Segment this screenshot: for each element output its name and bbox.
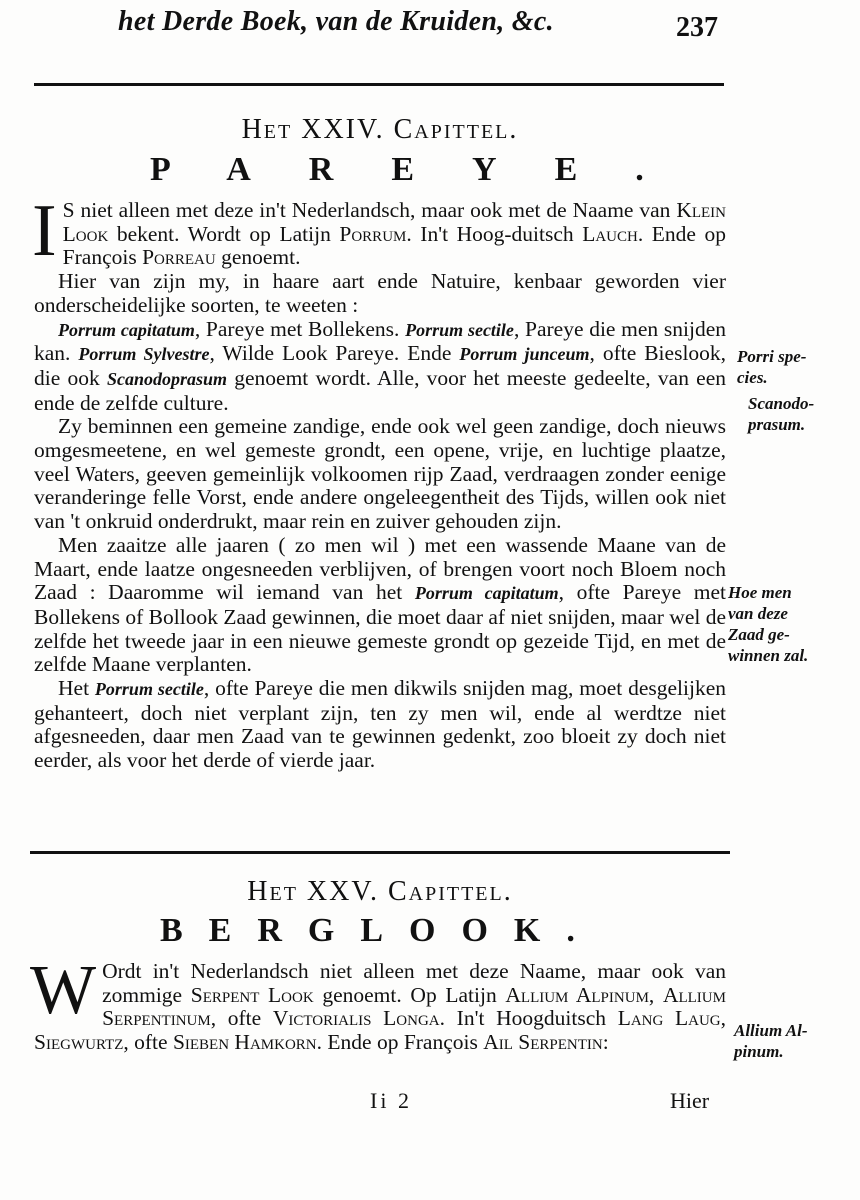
drop-cap: I [32,190,57,272]
catchword: Hier [670,1088,710,1113]
chapter-title [0,876,760,908]
chapter-title-number: XXV. [306,876,379,907]
text-run: genoemt. [215,245,301,270]
paragraph: Hier van zijn my, in haare aart ende Natuire, kenbaar geworden vier onderscheidelijke soorten, te weeten : [34,269,726,317]
page-number: 237 [676,12,718,43]
margin-note-line: prasum. [748,415,806,434]
chapter-title-het: Het [247,876,298,907]
chapter-title-capittel: Capittel. [393,114,519,145]
chapter-title-het: Het [241,114,293,145]
text-run: Ordt in't Nederlandsch niet alleen met deze Naame, maar ook van zommige [102,959,726,1007]
small-caps-term: Lang Laug [617,1006,721,1031]
text-run: Men zaaitze alle jaaren ( zo men wil ) met een wassende Maane van de Maart, ende laatze ongesneeden verblijven, of brengen voort noch Bloem noch Zaad : Daaromme wil iemand van het [34,532,726,605]
running-head: het Derde Boek, van de Kruiden, &c. [118,6,554,37]
text-run: S niet alleen met deze in't Nederlandsch, maar ook met de Naame van [62,198,677,222]
margin-note-allium-alpinum [734,1020,834,1062]
text-run: , ofte [210,1006,273,1031]
text-run: bekent. Wordt op Latijn [108,221,340,246]
text-run: , ofte Pareye met Bollekens of Bollook Zaad gewinnen, die moet daar af niet snijden, maar wel de zelfde het tweede jaar in een nieuwe gemeste grondt op gezeide Tijd, en met de zelfde Maane verplanten. [34,580,726,677]
text-run: . Ende op François [62,221,726,270]
latin-term: Porrum Sylvestre [78,344,210,365]
text-run: , Pareye die men snijden kan. [34,316,726,366]
small-caps-term: Porrum [339,221,407,246]
latin-term: Scanodoprasum [106,368,228,389]
paragraph [30,952,727,1055]
margin-note-line: pinum. [734,1042,784,1061]
paragraph [34,534,726,677]
margin-note-line: van deze [728,604,788,623]
text-run: , ofte Pareye die men dikwils snijden mag, moet desgelijken gehanteert, doch niet verplant zijn, ten zy men wil, ende al werdtze niet afgesneeden, daar men Zaad van te gewinnen gedenkt, zoo bloeit zy doch niet eerder, als voor het derde of vierde jaar. [34,676,726,773]
margin-note-seed [728,582,828,666]
small-caps-term: Siegwurtz [34,1030,124,1055]
margin-note-line: Allium Al- [734,1021,808,1040]
text-run: , [720,1006,727,1031]
small-caps-term: Allium Serpentinum [102,982,726,1031]
chapter-title-number: XXIV. [301,114,385,145]
paragraph: Zy beminnen een gemeine zandige, ende ook wel geen zandige, doch nieuws omgesmeetene, en wel gemeste grondt, een opene, vrije, en luchtige plaatze, veel Waters, geeven gemeinlijk volkoomen rijp Zaad, verdraagen zonder eenige veranderinge felle Vorst, ende andere ongeleegentheit des Tijds, willen ook niet van 't onkruid onderdrukt, maar rein en zuiver gehouden zijn. [34,414,726,534]
latin-term: Porrum capitatum [58,319,195,340]
plant-name: BERGLOOK. [160,912,601,949]
margin-note-line: Porri spe- [737,347,807,366]
text-run: , Wilde Look Pareye. Ende [209,341,460,366]
chapter-body [30,952,727,1055]
small-caps-term: Lauch [582,221,638,246]
small-caps-term: Serpent Look [190,982,314,1007]
small-caps-term: Ail Serpentin [483,1030,603,1055]
latin-term: Porrum junceum [459,344,590,365]
text-run: . Ende op François [316,1030,484,1055]
header-rule [34,83,724,86]
plant-name: PAREYE. [150,151,702,188]
text-run: Het [58,676,95,701]
text-run: , ofte [123,1030,173,1055]
margin-note-scanodoprasum [748,393,848,435]
margin-note-line: winnen zal. [728,646,809,665]
text-run: : [602,1030,609,1055]
text-run: genoemt wordt. Alle, voor het meeste gedeelte, van een ende de zelfde culture. [34,365,726,415]
paragraph [34,677,726,773]
section-rule [30,851,730,854]
text-run: , ofte Bieslook, die ook [34,341,727,390]
chapter-body [32,190,727,773]
small-caps-term: Sieben Hamkorn [172,1030,317,1055]
margin-note-line: Zaad ge- [728,625,790,644]
text-run: , Pareye met Bollekens. [194,316,406,341]
small-caps-term: Allium Alpinum [505,982,649,1007]
text-run: . In't Hoogduitsch [439,1006,618,1031]
margin-note-line: Scanodo- [748,394,815,413]
chapter-title [0,114,760,146]
margin-note-line: Hoe men [728,583,792,602]
margin-note-line: cies. [737,368,768,387]
text-run: . In't Hoog-duitsch [406,221,583,246]
text-run: , [648,982,663,1007]
small-caps-term: Klein Look [62,198,726,246]
small-caps-term: Porreau [142,245,216,270]
chapter-title-capittel: Capittel. [387,876,513,907]
drop-cap: W [30,952,97,1029]
small-caps-term: Victorialis Longa [272,1006,440,1031]
paragraph [32,190,726,272]
latin-term: Porrum capitatum [414,583,559,604]
paragraph [34,318,726,416]
signature-mark: Ii 2 [370,1088,412,1113]
margin-note-porri-species [737,346,837,388]
latin-term: Porrum sectile [94,679,204,700]
text-run: genoemt. Op Latijn [313,982,506,1007]
latin-term: Porrum sectile [405,319,514,340]
